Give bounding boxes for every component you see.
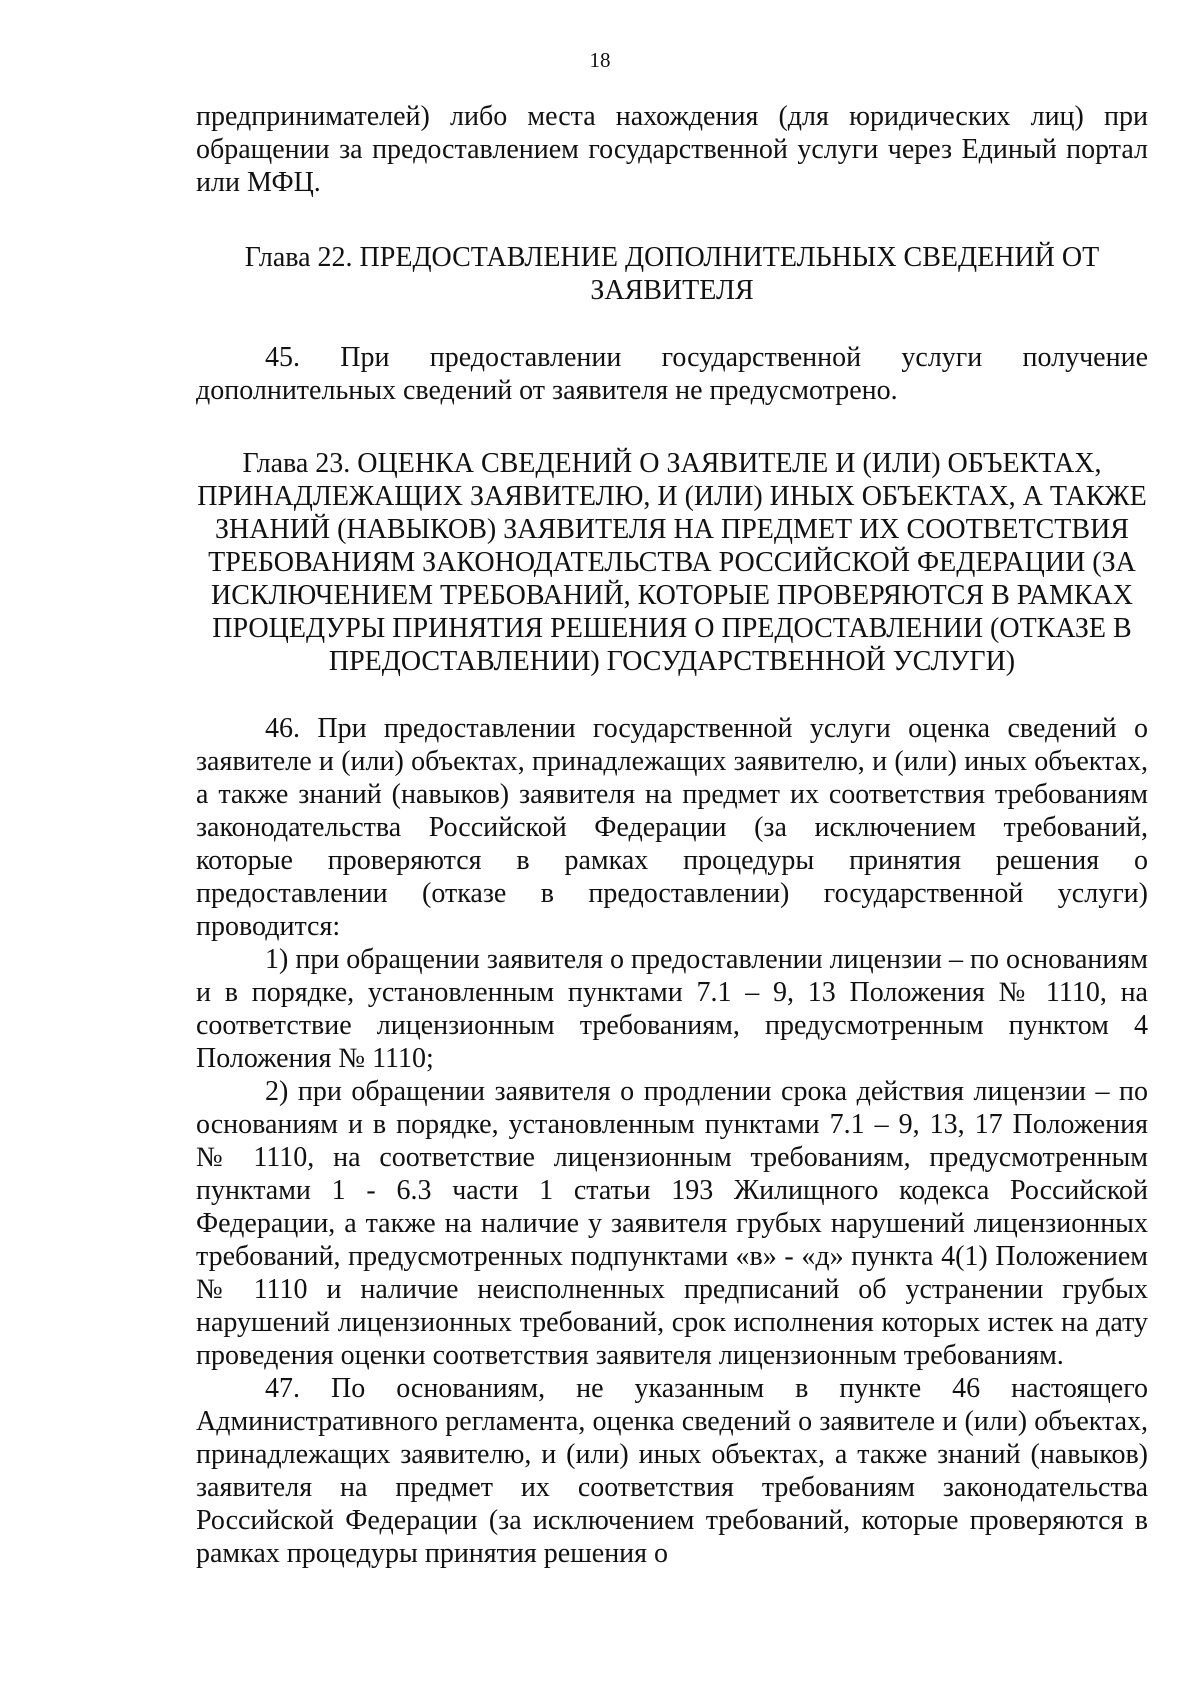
chapter-22-heading: Глава 22. ПРЕДОСТАВЛЕНИЕ ДОПОЛНИТЕЛЬНЫХ СВЕДЕНИЙ ОТ ЗАЯВИТЕЛЯ [244, 242, 1100, 306]
document-body [196, 100, 1148, 1570]
chapter-23-heading: Глава 23. ОЦЕНКА СВЕДЕНИЙ О ЗАЯВИТЕЛЕ И (ИЛИ) ОБЪЕКТАХ, ПРИНАДЛЕЖАЩИХ ЗАЯВИТЕЛЮ, И (ИЛИ) ИНЫХ ОБЪЕКТАХ, А ТАКЖЕ ЗНАНИЙ (НАВЫКОВ) ЗАЯВИТЕЛЯ НА ПРЕДМЕТ ИХ СООТВЕТСТВИЯ ТРЕБОВАНИЯМ ЗАКОНОДАТЕЛЬСТВА РОССИЙСКОЙ ФЕДЕРАЦИИ (ЗА ИСКЛЮЧЕНИЕМ ТРЕБОВАНИЙ, КОТОРЫЕ ПРОВЕРЯЮТСЯ В РАМКАХ ПРОЦЕДУРЫ ПРИНЯТИЯ РЕШЕНИЯ О ПРЕДОСТАВЛЕНИИ (ОТКАЗЕ В ПРЕДОСТАВЛЕНИИ) ГОСУДАРСТВЕННОЙ УСЛУГИ) [197, 448, 1147, 677]
paragraph-46-item-1: 1) при обращении заявителя о предоставлении лицензии – по основаниям и в порядке, установленным пунктами 7.1 – 9, 13 Положения № 1110, на соответствие лицензионным требованиям, предусмотренным пунктом 4 Положения № 1110; [196, 944, 1148, 1074]
paragraph-46: 46. При предоставлении государственной услуги оценка сведений о заявителе и (или) объектах, принадлежащих заявителю, и (или) иных объектах, а также знаний (навыков) заявителя на предмет их соответствия требованиям законодательства Российской Федерации (за исключением требований, которые проверяются в рамках процедуры принятия решения о предоставлении (отказе в предоставлении) государственной услуги) проводится: [196, 713, 1148, 942]
paragraph-46-item-2: 2) при обращении заявителя о продлении срока действия лицензии – по основаниям и в порядке, установленным пунктами 7.1 – 9, 13, 17 Положения № 1110, на соответствие лицензионным требованиям, предусмотренным пунктами 1 - 6.3 части 1 статьи 193 Жилищного кодекса Российской Федерации, а также на наличие у заявителя грубых нарушений лицензионных требований, предусмотренных подпунктами «в» - «д» пункта 4(1) Положением № 1110 и наличие неисполненных предписаний об устранении грубых нарушений лицензионных требований, срок исполнения которых истек на дату проведения оценки соответствия заявителя лицензионным требованиям. [196, 1076, 1148, 1371]
paragraph-intro: предпринимателей) либо места нахождения (для юридических лиц) при обращении за предоставлением государственной услуги через Единый портал или МФЦ. [196, 101, 1148, 198]
paragraph-47: 47. По основаниям, не указанным в пункте 46 настоящего Административного регламента, оценка сведений о заявителе и (или) объектах, принадлежащих заявителю, и (или) иных объектах, а также знаний (навыков) заявителя на предмет их соответствия требованиям законодательства Российской Федерации (за исключением требований, которые проверяются в рамках процедуры принятия решения о [196, 1373, 1148, 1569]
paragraph-45: 45. При предоставлении государственной услуги получение дополнительных сведений от заявителя не предусмотрено. [196, 342, 1148, 406]
page-number: 18 [589, 48, 611, 72]
